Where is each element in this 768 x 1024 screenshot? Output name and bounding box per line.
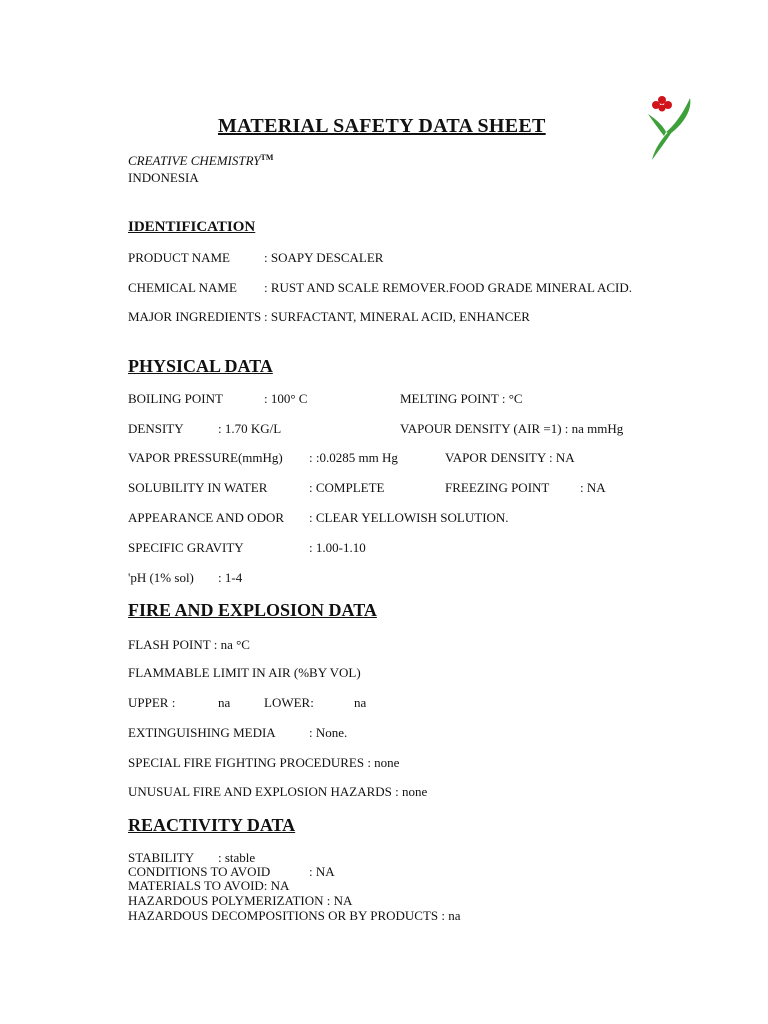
unusual-hazards: UNUSUAL FIRE AND EXPLOSION HAZARDS : none — [128, 784, 428, 799]
page-title: MATERIAL SAFETY DATA SHEET — [218, 115, 546, 137]
vapor-density: VAPOR DENSITY : NA — [445, 450, 575, 465]
freezing-point-value: : NA — [580, 480, 606, 495]
solubility-label: SOLUBILITY IN WATER — [128, 480, 268, 495]
upper-limit-value: na — [218, 695, 231, 710]
ph-label: 'pH (1% sol) — [128, 570, 194, 585]
special-fire-procedures: SPECIAL FIRE FIGHTING PROCEDURES : none — [128, 755, 400, 770]
solubility-value: : COMPLETE — [309, 480, 385, 495]
lower-limit-label: LOWER: — [264, 695, 314, 710]
boiling-point-label: BOILING POINT — [128, 391, 223, 406]
stability-label: STABILITY — [128, 850, 195, 865]
specific-gravity-value: : 1.00-1.10 — [309, 540, 366, 555]
conditions-label: CONDITIONS TO AVOID — [128, 864, 271, 879]
extinguishing-media-value: : None. — [309, 725, 348, 740]
chemical-name-label: CHEMICAL NAME — [128, 280, 237, 295]
melting-point: MELTING POINT : °C — [400, 391, 523, 406]
materials-to-avoid: MATERIALS TO AVOID: NA — [128, 878, 290, 893]
stability-value: : stable — [218, 850, 256, 865]
physical-data-heading: PHYSICAL DATA — [128, 356, 273, 376]
flammable-limit: FLAMMABLE LIMIT IN AIR (%BY VOL) — [128, 665, 361, 680]
product-name-value: : SOAPY DESCALER — [264, 250, 384, 265]
company-name: CREATIVE CHEMISTRY™ — [128, 153, 274, 168]
conditions-value: : NA — [309, 864, 335, 879]
freezing-point-label: FREEZING POINT — [445, 480, 550, 495]
hazardous-decompositions: HAZARDOUS DECOMPOSITIONS OR BY PRODUCTS : na — [128, 908, 461, 923]
hazardous-polymerization: HAZARDOUS POLYMERIZATION : NA — [128, 893, 353, 908]
company-country: INDONESIA — [128, 170, 199, 185]
product-name-label: PRODUCT NAME — [128, 250, 230, 265]
vapour-density-air: VAPOUR DENSITY (AIR =1) : na mmHg — [400, 421, 624, 436]
major-ingredients-label: MAJOR INGREDIENTS — [128, 309, 262, 324]
ph-value: : 1-4 — [218, 570, 243, 585]
upper-limit-label: UPPER : — [128, 695, 176, 710]
boiling-point-value: : 100° C — [264, 391, 308, 406]
major-ingredients-value: : SURFACTANT, MINERAL ACID, ENHANCER — [264, 309, 530, 324]
vapor-pressure-value: : :0.0285 mm Hg — [309, 450, 398, 465]
vapor-pressure-label: VAPOR PRESSURE(mmHg) — [128, 450, 283, 465]
identification-heading: IDENTIFICATION — [128, 219, 256, 235]
appearance-value: : CLEAR YELLOWISH SOLUTION. — [309, 510, 509, 525]
reactivity-heading: REACTIVITY DATA — [128, 815, 296, 835]
chemical-name-value: : RUST AND SCALE REMOVER.FOOD GRADE MINERAL ACID. — [264, 280, 632, 295]
flower-logo-icon — [640, 92, 700, 160]
appearance-label: APPEARANCE AND ODOR — [128, 510, 285, 525]
specific-gravity-label: SPECIFIC GRAVITY — [128, 540, 244, 555]
flash-point: FLASH POINT : na °C — [128, 637, 250, 652]
trademark-mark: TM — [260, 153, 274, 162]
density-label: DENSITY — [128, 421, 184, 436]
extinguishing-media-label: EXTINGUISHING MEDIA — [128, 725, 276, 740]
lower-limit-value: na — [354, 695, 367, 710]
fire-explosion-heading: FIRE AND EXPLOSION DATA — [128, 600, 377, 620]
density-value: : 1.70 KG/L — [218, 421, 282, 436]
